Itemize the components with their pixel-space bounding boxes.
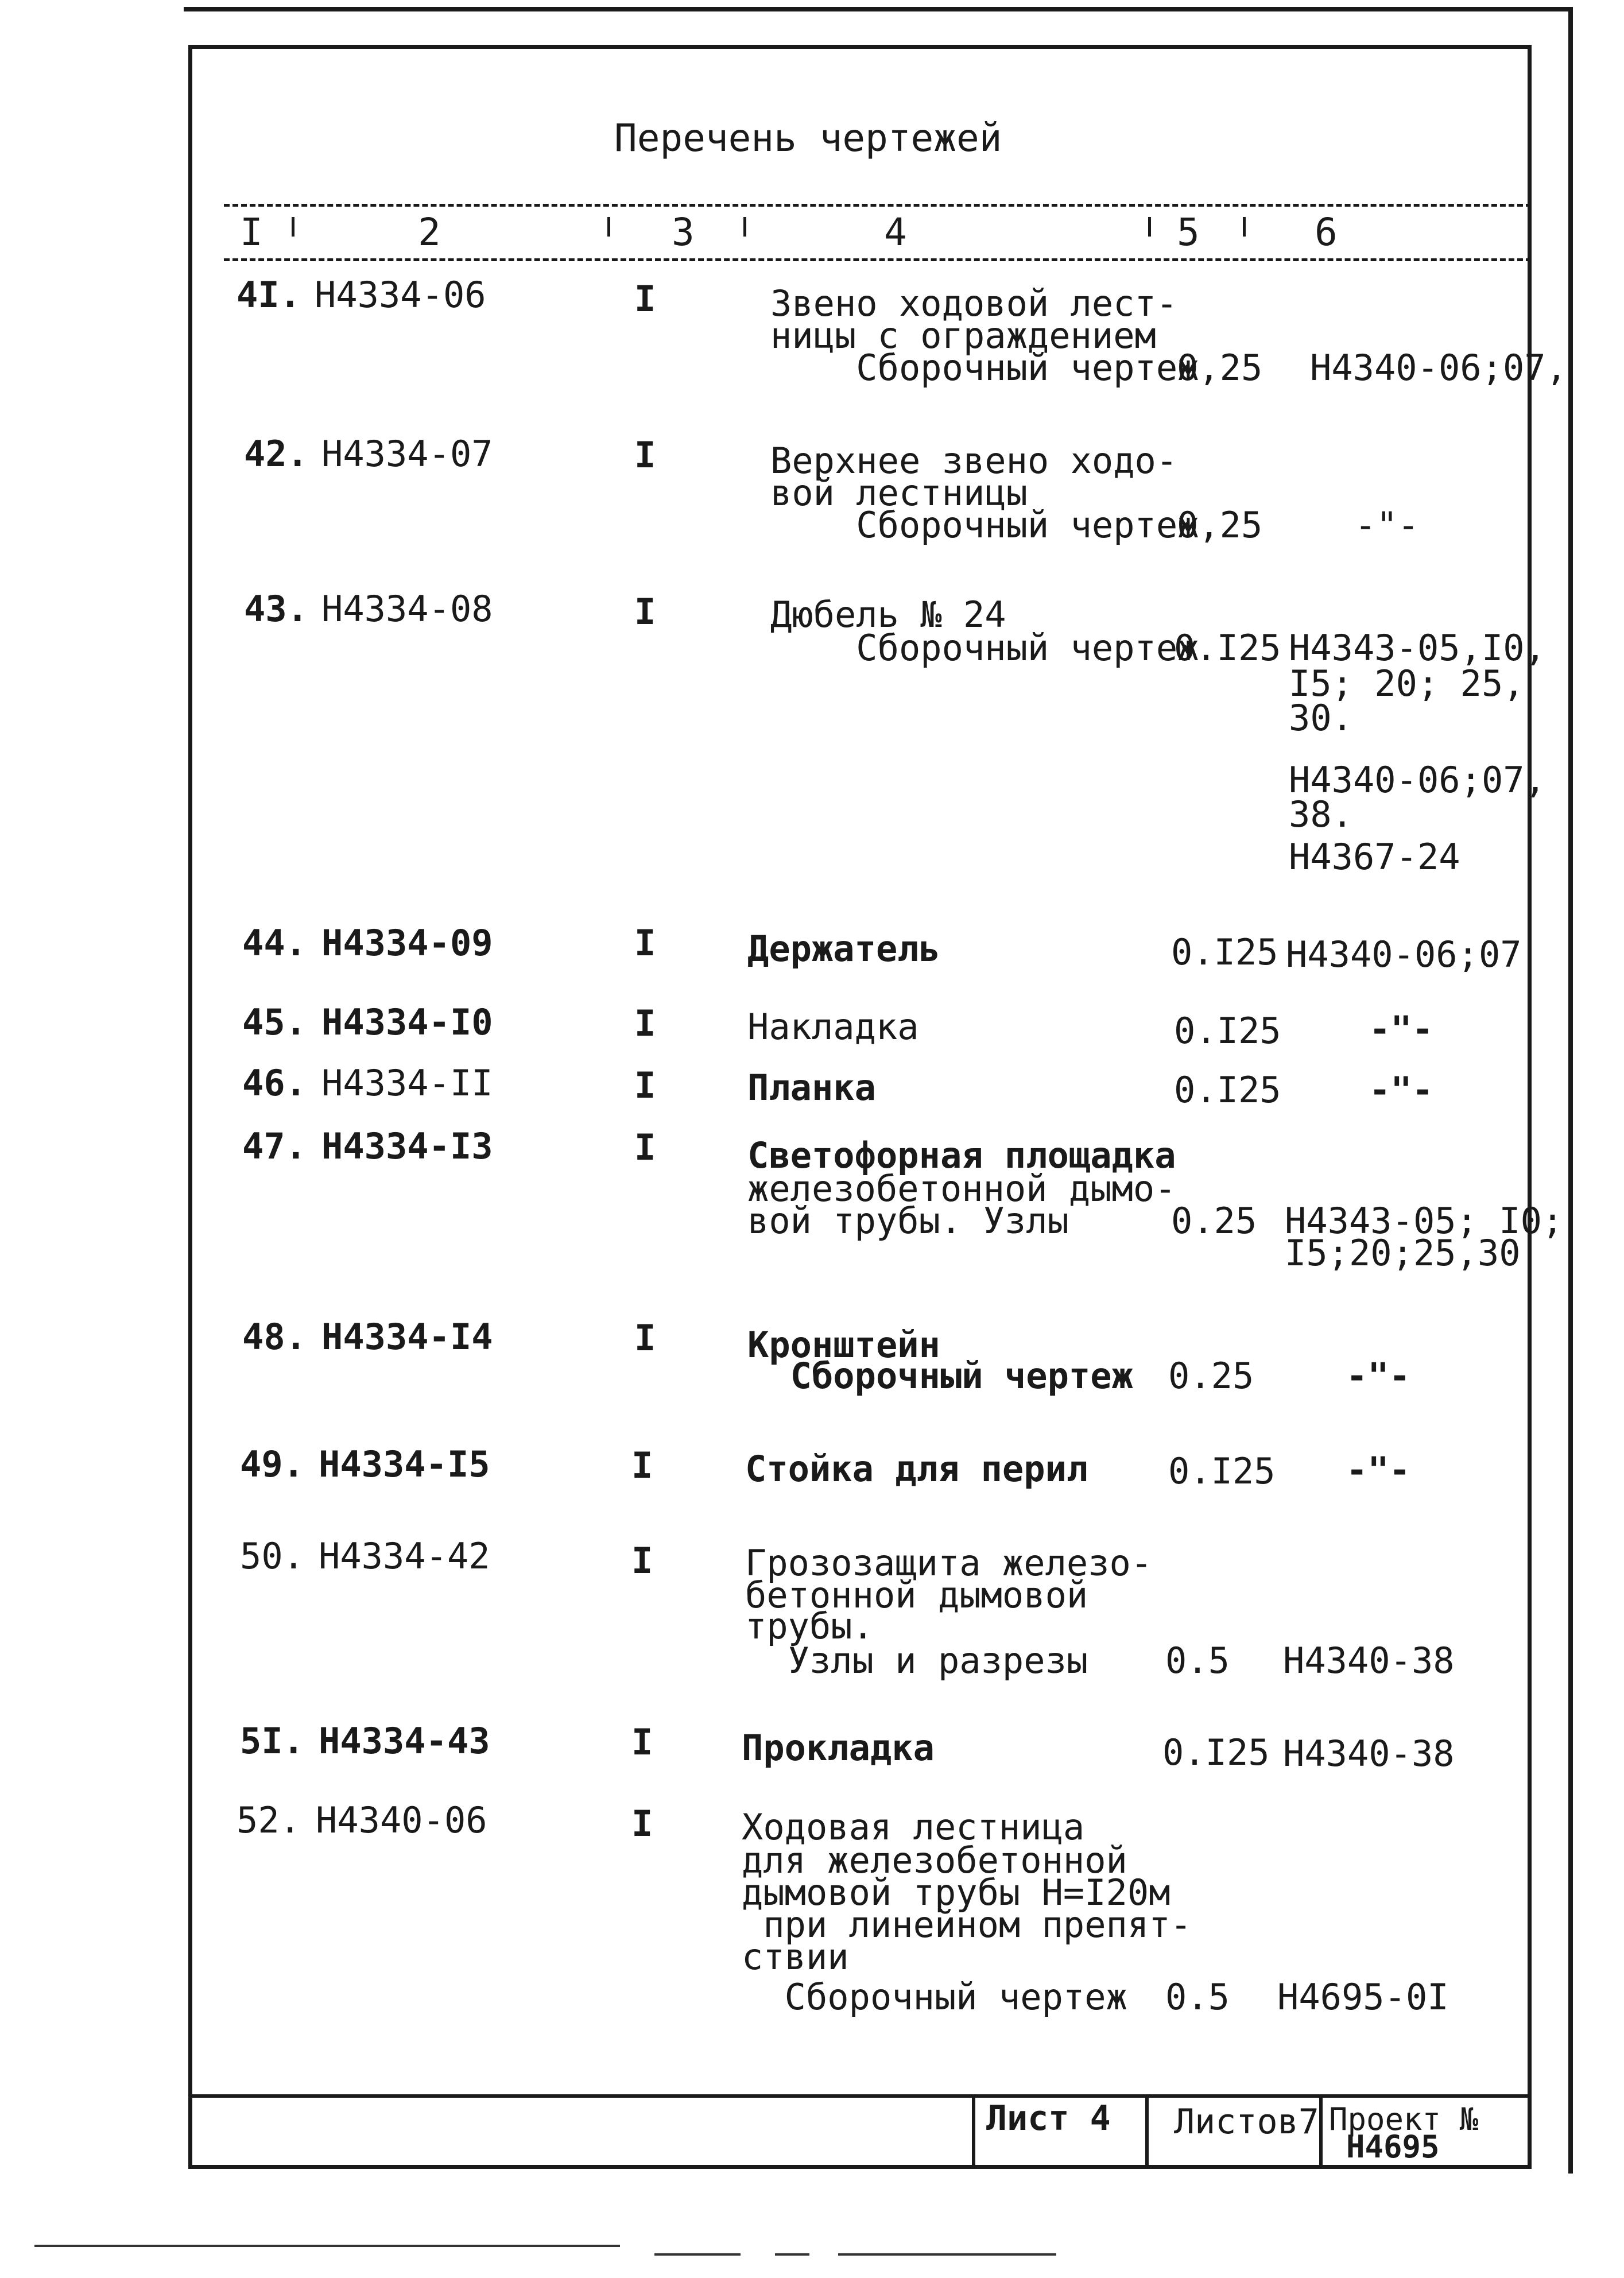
reference-line: I5;20;25,30 — [1285, 1232, 1521, 1274]
reference-line: Н4340-38 — [1283, 1733, 1455, 1775]
reference-line: -"- — [1355, 504, 1419, 546]
reference-line: -"- — [1369, 1008, 1433, 1050]
drawing-code: Н4334-I0 — [321, 1001, 493, 1043]
col-sep-4 — [1148, 217, 1151, 237]
drawing-name-line: Ходовая лестница — [742, 1806, 1085, 1848]
drawing-name-line: Светофорная площадка — [747, 1134, 1176, 1176]
format-value: 0.25 — [1168, 1355, 1254, 1397]
format-value: 0.I25 — [1174, 627, 1281, 669]
col-header-5: 5 — [1177, 210, 1200, 254]
title-block-top-line — [192, 2094, 1528, 2098]
reference-line: -"- — [1346, 1449, 1410, 1491]
drawing-name-line: дымовой трубы Н=I20м — [742, 1872, 1170, 1913]
row-number: 49. — [240, 1443, 304, 1485]
project-number: Н4695 — [1346, 2129, 1440, 2165]
col-header-3: 3 — [672, 210, 695, 254]
col-sep-2 — [607, 217, 610, 237]
drawing-name-line: Сборочный чертеж — [747, 1355, 1133, 1397]
sheet-count: I — [634, 434, 656, 476]
drawing-code: Н4334-II — [321, 1062, 493, 1104]
drawing-code: Н4334-I5 — [319, 1443, 490, 1485]
sheet-count: I — [634, 278, 656, 320]
reference-line: Н4340-06;07, — [1289, 759, 1546, 801]
sheet-count: I — [634, 1064, 656, 1106]
sheet-count: I — [634, 1002, 656, 1044]
drawing-code: Н4334-08 — [321, 588, 493, 630]
format-value: 0.5 — [1165, 1976, 1230, 2018]
scan-artifact-line — [654, 2253, 741, 2256]
row-number: 47. — [242, 1125, 307, 1167]
scan-artifact-line — [838, 2253, 1056, 2256]
drawing-name-line: Верхнее звено ходо- — [770, 440, 1178, 482]
col-header-1: I — [240, 210, 263, 254]
reference-line: Н4340-06;07 — [1286, 933, 1522, 975]
reference-line: 38. — [1289, 793, 1353, 835]
drawing-name-line: Прокладка — [742, 1727, 935, 1769]
header-rule-top — [224, 204, 1532, 207]
reference-line: Н4343-05,I0, — [1289, 627, 1546, 669]
format-value: 0.I25 — [1174, 1010, 1281, 1052]
drawing-code: Н4334-I3 — [321, 1125, 493, 1167]
drawing-name-line: Сборочный чертеж — [770, 504, 1199, 546]
sheet-count: I — [634, 591, 656, 633]
drawing-name-line: Сборочный чертеж — [770, 347, 1199, 389]
row-number: 45. — [242, 1001, 307, 1043]
reference-line: 30. — [1289, 697, 1353, 739]
drawing-name-line: Накладка — [747, 1006, 919, 1048]
page-border-right — [1568, 9, 1573, 2174]
col-header-2: 2 — [418, 210, 441, 254]
scan-artifact-line — [34, 2245, 620, 2247]
drawing-code: Н4334-43 — [319, 1720, 490, 1762]
sheet-count: I — [634, 922, 656, 964]
drawing-name-line: трубы. — [745, 1605, 874, 1647]
format-value: 0.I25 — [1162, 1731, 1270, 1773]
drawing-name-line: Стойка для перил — [745, 1448, 1088, 1490]
page-border-top — [184, 7, 1573, 11]
sheet-total: Листов7 — [1174, 2102, 1319, 2142]
row-number: 42. — [244, 433, 308, 475]
row-number: 48. — [242, 1316, 307, 1358]
drawing-name-line: железобетонной дымо- — [747, 1168, 1176, 1210]
sheet-count: I — [631, 1540, 653, 1582]
format-value: 0.5 — [1165, 1640, 1230, 1682]
reference-line: I5; 20; 25, — [1289, 663, 1525, 704]
row-number: 50. — [240, 1535, 304, 1577]
sheet-count: I — [631, 1721, 653, 1763]
format-value: 0,25 — [1177, 347, 1263, 389]
drawing-name-line: Сборочный чертеж — [742, 1976, 1127, 2018]
col-header-6: 6 — [1315, 210, 1338, 254]
sheet-count: I — [634, 1126, 656, 1168]
reference-line: Н4340-38 — [1283, 1640, 1455, 1682]
sheet-count: I — [631, 1444, 653, 1486]
row-number: 5I. — [240, 1720, 304, 1762]
sheet-number: Лист 4 — [986, 2098, 1111, 2138]
title-block-divider — [1145, 2097, 1149, 2168]
project-label: Проект № — [1329, 2101, 1479, 2137]
title-block-divider — [1319, 2097, 1323, 2168]
header-rule-bottom — [224, 258, 1532, 261]
row-number: 52. — [237, 1799, 301, 1841]
drawing-code: Н4334-09 — [321, 922, 493, 964]
row-number: 43. — [244, 588, 308, 630]
sheet-count: I — [631, 1803, 653, 1845]
scan-artifact-line — [775, 2253, 809, 2256]
drawing-name-line: бетонной дымовой — [745, 1574, 1088, 1616]
format-value: 0.25 — [1171, 1200, 1257, 1242]
col-sep-5 — [1243, 217, 1246, 237]
drawing-code: Н4334-I4 — [321, 1316, 493, 1358]
drawing-name-line: вой трубы. Узлы — [747, 1200, 1069, 1242]
row-number: 46. — [242, 1062, 307, 1104]
format-value: 0,25 — [1177, 504, 1263, 546]
drawing-name-line: Держатель — [747, 928, 940, 970]
drawing-name-line: Грозозащита железо- — [745, 1542, 1153, 1584]
col-sep-3 — [743, 217, 746, 237]
drawing-code: Н4340-06 — [316, 1799, 487, 1841]
row-number: 4I. — [237, 274, 301, 316]
format-value: 0.I25 — [1171, 931, 1278, 973]
format-value: 0.I25 — [1168, 1450, 1276, 1492]
drawing-code: Н4334-42 — [319, 1535, 490, 1577]
drawing-name-line: ницы с ограждением — [770, 315, 1156, 357]
drawing-name-line: при линейном препят- — [742, 1904, 1192, 1946]
drawing-name-line: Звено ходовой лест- — [770, 282, 1178, 324]
reference-line: Н4367-24 — [1289, 836, 1460, 878]
page-title: Перечень чертежей — [614, 116, 1002, 160]
drawing-name-line: для железобетонной — [742, 1839, 1127, 1881]
format-value: 0.I25 — [1174, 1069, 1281, 1111]
row-number: 44. — [242, 922, 307, 964]
sheet-count: I — [634, 1317, 656, 1359]
drawing-name-line: вой лестницы — [770, 472, 1028, 514]
drawing-code: Н4334-06 — [315, 274, 486, 316]
drawing-name-line: Узлы и разрезы — [745, 1640, 1088, 1682]
drawing-name-line: Кронштейн — [747, 1324, 940, 1366]
reference-line: Н4343-05; I0; — [1285, 1200, 1564, 1242]
reference-line: -"- — [1346, 1355, 1410, 1397]
col-sep-1 — [292, 217, 294, 237]
drawing-name-line: Планка — [747, 1067, 876, 1109]
reference-line: Н4340-06;07, — [1310, 347, 1567, 389]
reference-line: Н4695-0I — [1277, 1976, 1449, 2018]
drawing-name-line: ствии — [742, 1936, 849, 1978]
drawing-name-line: Дюбель № 24 — [770, 594, 1006, 636]
drawing-name-line: Сборочный чертеж — [770, 627, 1199, 669]
reference-line: -"- — [1369, 1069, 1433, 1111]
title-block-divider — [972, 2097, 975, 2168]
drawing-code: Н4334-07 — [321, 433, 493, 475]
col-header-4: 4 — [884, 210, 907, 254]
